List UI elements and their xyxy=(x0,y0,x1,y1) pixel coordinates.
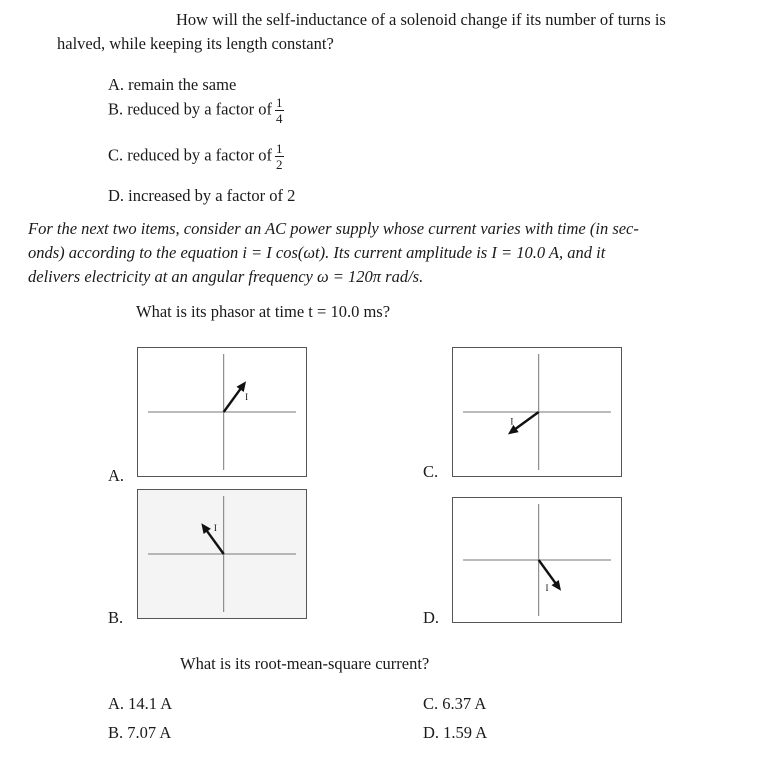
q3-choice-d: D. 1.59 A xyxy=(423,723,488,742)
phasor-svg-b xyxy=(138,490,306,618)
phasor-diagram-d xyxy=(452,497,622,623)
phasor-label: I xyxy=(245,391,249,402)
q1-stem-line1: How will the self-inductance of a solenoid change if its number of turns is xyxy=(176,10,666,29)
phasor-diagram-a xyxy=(137,347,307,477)
phasor-svg-d xyxy=(453,498,621,622)
q2-stem: What is its phasor at time t = 10.0 ms? xyxy=(136,302,391,321)
q2-choice-a-label: A. xyxy=(108,466,125,485)
q1-choice-b-fraction xyxy=(275,96,284,125)
fraction-denominator: 4 xyxy=(276,111,283,126)
intro-line2: onds) according to the equation i = I cos(ωt). Its current amplitude is I = 10.0 A, and it xyxy=(28,243,606,262)
intro-line3: delivers electricity at an angular frequency ω = 120π rad/s. xyxy=(28,267,424,286)
phasor-arrow-shaft xyxy=(224,387,242,412)
q1-choice-c-text: C. reduced by a factor of xyxy=(108,145,273,165)
phasor-arrow-shaft xyxy=(539,560,557,585)
q1-stem-line2: halved, while keeping its length constant? xyxy=(57,34,334,53)
q1-choice-b xyxy=(108,96,284,125)
q3-choice-c: C. 6.37 A xyxy=(423,694,487,713)
q1-choice-a: A. remain the same xyxy=(108,75,237,94)
q3-choice-b: B. 7.07 A xyxy=(108,723,172,742)
q1-choice-d: D. increased by a factor of 2 xyxy=(108,186,296,205)
q1-choice-b-text: B. reduced by a factor of xyxy=(108,99,273,119)
q3-choice-a: A. 14.1 A xyxy=(108,694,173,713)
fraction-denominator: 2 xyxy=(276,157,283,172)
phasor-label: I xyxy=(213,523,217,534)
fraction-numerator: 1 xyxy=(276,95,283,110)
q1-choice-c-fraction xyxy=(275,142,284,171)
q2-choice-c-label: C. xyxy=(423,462,439,481)
q3-stem: What is its root-mean-square current? xyxy=(180,654,430,673)
fraction-numerator: 1 xyxy=(276,141,283,156)
phasor-diagram-c xyxy=(452,347,622,477)
q1-choice-c xyxy=(108,142,284,171)
phasor-label: I xyxy=(545,582,549,593)
q2-choice-d-label: D. xyxy=(423,608,440,627)
intro-line1: For the next two items, consider an AC power supply whose current varies with time (in sec- xyxy=(28,219,639,238)
phasor-label: I xyxy=(510,416,514,427)
phasor-arrow-shaft xyxy=(514,412,539,430)
phasor-svg-a xyxy=(138,348,306,476)
phasor-svg-c xyxy=(453,348,621,476)
q2-choice-b-label: B. xyxy=(108,608,124,627)
phasor-diagram-b xyxy=(137,489,307,619)
